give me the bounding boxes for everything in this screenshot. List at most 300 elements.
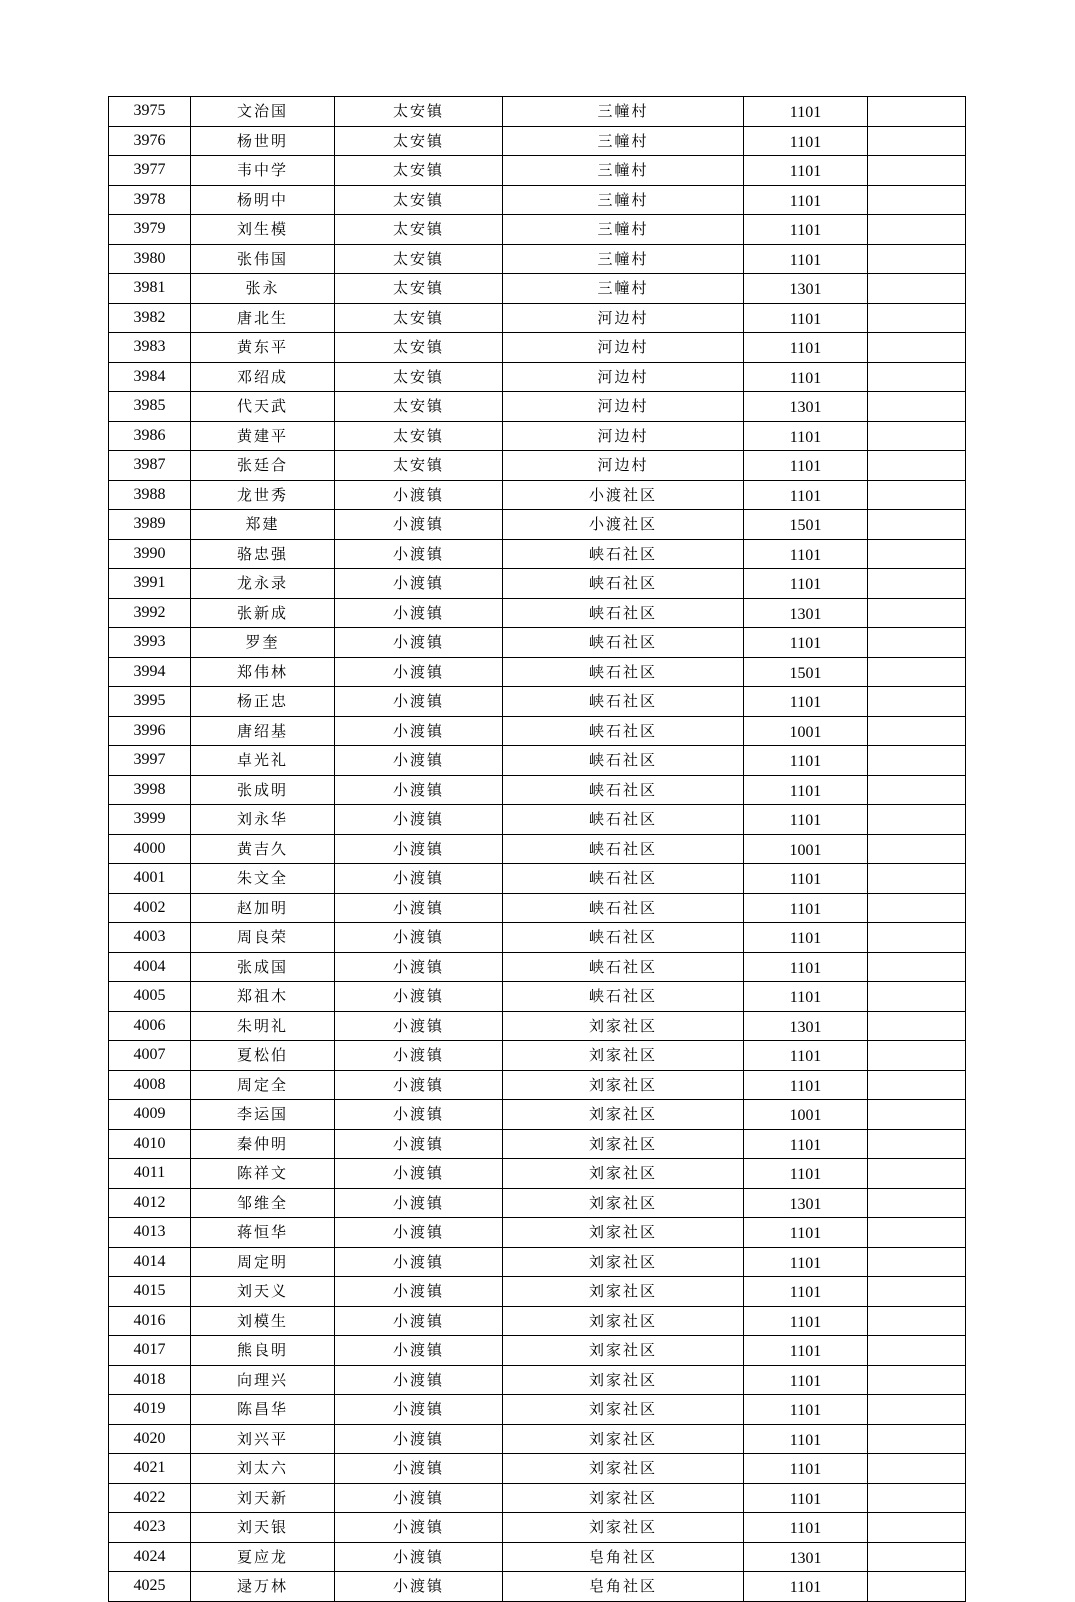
name-cell: 郑建 (191, 510, 335, 540)
village-cell: 峡石社区 (503, 539, 744, 569)
table-row (109, 1306, 966, 1336)
remark-cell (868, 893, 966, 923)
serial-number-cell: 4007 (109, 1041, 191, 1071)
town-cell: 小渡镇 (335, 628, 503, 658)
code-cell: 1101 (744, 1454, 868, 1484)
serial-number-cell: 4025 (109, 1572, 191, 1602)
table-row (109, 628, 966, 658)
village-cell: 刘家社区 (503, 1159, 744, 1189)
town-cell: 小渡镇 (335, 805, 503, 835)
remark-cell (868, 451, 966, 481)
table-row (109, 746, 966, 776)
town-cell: 小渡镇 (335, 1572, 503, 1602)
town-cell: 小渡镇 (335, 1306, 503, 1336)
remark-cell (868, 1070, 966, 1100)
name-cell: 张新成 (191, 598, 335, 628)
town-cell: 小渡镇 (335, 1424, 503, 1454)
serial-number-cell: 3987 (109, 451, 191, 481)
village-cell: 皂角社区 (503, 1542, 744, 1572)
table-row (109, 687, 966, 717)
serial-number-cell: 4024 (109, 1542, 191, 1572)
town-cell: 小渡镇 (335, 1070, 503, 1100)
name-cell: 黄建平 (191, 421, 335, 451)
village-cell: 峡石社区 (503, 746, 744, 776)
village-cell: 峡石社区 (503, 864, 744, 894)
name-cell: 朱明礼 (191, 1011, 335, 1041)
name-cell: 张廷合 (191, 451, 335, 481)
serial-number-cell: 4005 (109, 982, 191, 1012)
code-cell: 1101 (744, 893, 868, 923)
serial-number-cell: 3989 (109, 510, 191, 540)
code-cell: 1101 (744, 421, 868, 451)
village-cell: 刘家社区 (503, 1483, 744, 1513)
name-cell: 张成国 (191, 952, 335, 982)
village-cell: 三幢村 (503, 97, 744, 127)
serial-number-cell: 3992 (109, 598, 191, 628)
remark-cell (868, 303, 966, 333)
village-cell: 峡石社区 (503, 569, 744, 599)
roster-table-body (109, 97, 966, 1602)
code-cell: 1101 (744, 1336, 868, 1366)
code-cell: 1101 (744, 1572, 868, 1602)
table-row (109, 1070, 966, 1100)
remark-cell (868, 1218, 966, 1248)
town-cell: 小渡镇 (335, 657, 503, 687)
name-cell: 刘天义 (191, 1277, 335, 1307)
village-cell: 刘家社区 (503, 1218, 744, 1248)
table-row (109, 215, 966, 245)
name-cell: 郑祖木 (191, 982, 335, 1012)
town-cell: 小渡镇 (335, 923, 503, 953)
code-cell: 1101 (744, 982, 868, 1012)
serial-number-cell: 3993 (109, 628, 191, 658)
town-cell: 小渡镇 (335, 716, 503, 746)
name-cell: 骆忠强 (191, 539, 335, 569)
remark-cell (868, 1365, 966, 1395)
name-cell: 蒋恒华 (191, 1218, 335, 1248)
serial-number-cell: 3998 (109, 775, 191, 805)
serial-number-cell: 4023 (109, 1513, 191, 1543)
name-cell: 张成明 (191, 775, 335, 805)
village-cell: 刘家社区 (503, 1277, 744, 1307)
remark-cell (868, 864, 966, 894)
remark-cell (868, 215, 966, 245)
town-cell: 小渡镇 (335, 746, 503, 776)
name-cell: 杨明中 (191, 185, 335, 215)
remark-cell (868, 539, 966, 569)
remark-cell (868, 982, 966, 1012)
town-cell: 小渡镇 (335, 982, 503, 1012)
serial-number-cell: 4019 (109, 1395, 191, 1425)
town-cell: 小渡镇 (335, 598, 503, 628)
table-row (109, 1218, 966, 1248)
town-cell: 小渡镇 (335, 1483, 503, 1513)
table-row (109, 1513, 966, 1543)
village-cell: 峡石社区 (503, 657, 744, 687)
table-row (109, 1188, 966, 1218)
code-cell: 1101 (744, 687, 868, 717)
village-cell: 峡石社区 (503, 952, 744, 982)
remark-cell (868, 628, 966, 658)
code-cell: 1101 (744, 775, 868, 805)
roster-table (108, 96, 966, 1602)
village-cell: 峡石社区 (503, 775, 744, 805)
town-cell: 小渡镇 (335, 1542, 503, 1572)
town-cell: 太安镇 (335, 274, 503, 304)
remark-cell (868, 1572, 966, 1602)
town-cell: 小渡镇 (335, 834, 503, 864)
table-row (109, 834, 966, 864)
remark-cell (868, 834, 966, 864)
serial-number-cell: 3991 (109, 569, 191, 599)
town-cell: 小渡镇 (335, 1336, 503, 1366)
remark-cell (868, 598, 966, 628)
village-cell: 三幢村 (503, 185, 744, 215)
village-cell: 刘家社区 (503, 1365, 744, 1395)
village-cell: 皂角社区 (503, 1572, 744, 1602)
name-cell: 刘兴平 (191, 1424, 335, 1454)
code-cell: 1301 (744, 1188, 868, 1218)
code-cell: 1101 (744, 746, 868, 776)
serial-number-cell: 3978 (109, 185, 191, 215)
table-row (109, 539, 966, 569)
remark-cell (868, 156, 966, 186)
town-cell: 太安镇 (335, 215, 503, 245)
table-row (109, 392, 966, 422)
name-cell: 周定明 (191, 1247, 335, 1277)
remark-cell (868, 746, 966, 776)
name-cell: 刘生模 (191, 215, 335, 245)
serial-number-cell: 3975 (109, 97, 191, 127)
town-cell: 太安镇 (335, 126, 503, 156)
name-cell: 周良荣 (191, 923, 335, 953)
village-cell: 河边村 (503, 392, 744, 422)
serial-number-cell: 4006 (109, 1011, 191, 1041)
village-cell: 小渡社区 (503, 510, 744, 540)
code-cell: 1101 (744, 569, 868, 599)
serial-number-cell: 3995 (109, 687, 191, 717)
remark-cell (868, 1129, 966, 1159)
name-cell: 刘天银 (191, 1513, 335, 1543)
serial-number-cell: 3996 (109, 716, 191, 746)
town-cell: 小渡镇 (335, 1395, 503, 1425)
code-cell: 1101 (744, 333, 868, 363)
town-cell: 太安镇 (335, 303, 503, 333)
code-cell: 1101 (744, 864, 868, 894)
village-cell: 河边村 (503, 303, 744, 333)
code-cell: 1101 (744, 1070, 868, 1100)
town-cell: 太安镇 (335, 392, 503, 422)
name-cell: 唐绍基 (191, 716, 335, 746)
remark-cell (868, 97, 966, 127)
remark-cell (868, 333, 966, 363)
village-cell: 峡石社区 (503, 834, 744, 864)
name-cell: 郑伟林 (191, 657, 335, 687)
town-cell: 小渡镇 (335, 1218, 503, 1248)
table-row (109, 598, 966, 628)
serial-number-cell: 3994 (109, 657, 191, 687)
village-cell: 峡石社区 (503, 598, 744, 628)
town-cell: 小渡镇 (335, 1247, 503, 1277)
town-cell: 小渡镇 (335, 1365, 503, 1395)
code-cell: 1301 (744, 392, 868, 422)
town-cell: 小渡镇 (335, 1513, 503, 1543)
village-cell: 三幢村 (503, 274, 744, 304)
town-cell: 小渡镇 (335, 1100, 503, 1130)
village-cell: 河边村 (503, 421, 744, 451)
code-cell: 1101 (744, 215, 868, 245)
village-cell: 刘家社区 (503, 1247, 744, 1277)
name-cell: 夏松伯 (191, 1041, 335, 1071)
serial-number-cell: 4022 (109, 1483, 191, 1513)
village-cell: 三幢村 (503, 215, 744, 245)
table-row (109, 716, 966, 746)
village-cell: 三幢村 (503, 244, 744, 274)
village-cell: 刘家社区 (503, 1011, 744, 1041)
table-row (109, 1011, 966, 1041)
remark-cell (868, 1454, 966, 1484)
table-row (109, 657, 966, 687)
remark-cell (868, 1247, 966, 1277)
town-cell: 太安镇 (335, 362, 503, 392)
village-cell: 河边村 (503, 362, 744, 392)
code-cell: 1101 (744, 1247, 868, 1277)
remark-cell (868, 1041, 966, 1071)
remark-cell (868, 1395, 966, 1425)
town-cell: 太安镇 (335, 244, 503, 274)
serial-number-cell: 4003 (109, 923, 191, 953)
serial-number-cell: 3976 (109, 126, 191, 156)
name-cell: 杨世明 (191, 126, 335, 156)
code-cell: 1301 (744, 1011, 868, 1041)
table-row (109, 362, 966, 392)
town-cell: 太安镇 (335, 185, 503, 215)
town-cell: 小渡镇 (335, 1041, 503, 1071)
serial-number-cell: 3977 (109, 156, 191, 186)
serial-number-cell: 4008 (109, 1070, 191, 1100)
table-row (109, 805, 966, 835)
remark-cell (868, 805, 966, 835)
name-cell: 黄东平 (191, 333, 335, 363)
code-cell: 1101 (744, 805, 868, 835)
town-cell: 小渡镇 (335, 687, 503, 717)
name-cell: 张伟国 (191, 244, 335, 274)
remark-cell (868, 1424, 966, 1454)
table-row (109, 480, 966, 510)
code-cell: 1101 (744, 1483, 868, 1513)
name-cell: 邓绍成 (191, 362, 335, 392)
serial-number-cell: 3985 (109, 392, 191, 422)
name-cell: 向理兴 (191, 1365, 335, 1395)
serial-number-cell: 4020 (109, 1424, 191, 1454)
code-cell: 1101 (744, 244, 868, 274)
name-cell: 熊良明 (191, 1336, 335, 1366)
code-cell: 1101 (744, 303, 868, 333)
village-cell: 峡石社区 (503, 687, 744, 717)
town-cell: 小渡镇 (335, 775, 503, 805)
town-cell: 小渡镇 (335, 864, 503, 894)
name-cell: 黄吉久 (191, 834, 335, 864)
remark-cell (868, 1542, 966, 1572)
table-row (109, 1336, 966, 1366)
remark-cell (868, 1336, 966, 1366)
remark-cell (868, 952, 966, 982)
remark-cell (868, 1188, 966, 1218)
code-cell: 1101 (744, 451, 868, 481)
table-row (109, 775, 966, 805)
table-row (109, 1277, 966, 1307)
remark-cell (868, 126, 966, 156)
code-cell: 1101 (744, 362, 868, 392)
code-cell: 1501 (744, 510, 868, 540)
name-cell: 赵加明 (191, 893, 335, 923)
serial-number-cell: 3986 (109, 421, 191, 451)
name-cell: 卓光礼 (191, 746, 335, 776)
name-cell: 逯万林 (191, 1572, 335, 1602)
remark-cell (868, 923, 966, 953)
code-cell: 1101 (744, 1513, 868, 1543)
code-cell: 1301 (744, 598, 868, 628)
code-cell: 1101 (744, 952, 868, 982)
name-cell: 罗奎 (191, 628, 335, 658)
town-cell: 小渡镇 (335, 1188, 503, 1218)
remark-cell (868, 362, 966, 392)
remark-cell (868, 185, 966, 215)
table-row (109, 1159, 966, 1189)
code-cell: 1101 (744, 1424, 868, 1454)
code-cell: 1101 (744, 1159, 868, 1189)
remark-cell (868, 1513, 966, 1543)
remark-cell (868, 569, 966, 599)
town-cell: 小渡镇 (335, 1129, 503, 1159)
serial-number-cell: 3982 (109, 303, 191, 333)
code-cell: 1001 (744, 716, 868, 746)
serial-number-cell: 3988 (109, 480, 191, 510)
village-cell: 峡石社区 (503, 805, 744, 835)
name-cell: 朱文全 (191, 864, 335, 894)
table-row (109, 303, 966, 333)
village-cell: 刘家社区 (503, 1513, 744, 1543)
table-row (109, 274, 966, 304)
remark-cell (868, 687, 966, 717)
town-cell: 小渡镇 (335, 1454, 503, 1484)
name-cell: 代天武 (191, 392, 335, 422)
serial-number-cell: 4012 (109, 1188, 191, 1218)
serial-number-cell: 3984 (109, 362, 191, 392)
town-cell: 小渡镇 (335, 510, 503, 540)
code-cell: 1101 (744, 1218, 868, 1248)
remark-cell (868, 1277, 966, 1307)
table-row (109, 421, 966, 451)
code-cell: 1101 (744, 1306, 868, 1336)
table-row (109, 1395, 966, 1425)
table-row (109, 982, 966, 1012)
serial-number-cell: 4010 (109, 1129, 191, 1159)
village-cell: 刘家社区 (503, 1188, 744, 1218)
code-cell: 1101 (744, 628, 868, 658)
code-cell: 1101 (744, 185, 868, 215)
name-cell: 周定全 (191, 1070, 335, 1100)
town-cell: 小渡镇 (335, 952, 503, 982)
village-cell: 三幢村 (503, 156, 744, 186)
code-cell: 1001 (744, 834, 868, 864)
remark-cell (868, 510, 966, 540)
table-row (109, 1100, 966, 1130)
serial-number-cell: 4009 (109, 1100, 191, 1130)
serial-number-cell: 3999 (109, 805, 191, 835)
table-row (109, 923, 966, 953)
name-cell: 刘天新 (191, 1483, 335, 1513)
name-cell: 陈祥文 (191, 1159, 335, 1189)
table-row (109, 1424, 966, 1454)
serial-number-cell: 3980 (109, 244, 191, 274)
remark-cell (868, 775, 966, 805)
code-cell: 1301 (744, 1542, 868, 1572)
town-cell: 小渡镇 (335, 480, 503, 510)
village-cell: 刘家社区 (503, 1395, 744, 1425)
table-row (109, 569, 966, 599)
table-row (109, 1483, 966, 1513)
village-cell: 小渡社区 (503, 480, 744, 510)
serial-number-cell: 4016 (109, 1306, 191, 1336)
remark-cell (868, 244, 966, 274)
village-cell: 刘家社区 (503, 1306, 744, 1336)
remark-cell (868, 1159, 966, 1189)
code-cell: 1101 (744, 539, 868, 569)
town-cell: 太安镇 (335, 451, 503, 481)
name-cell: 刘模生 (191, 1306, 335, 1336)
town-cell: 太安镇 (335, 97, 503, 127)
code-cell: 1301 (744, 274, 868, 304)
name-cell: 刘太六 (191, 1454, 335, 1484)
village-cell: 刘家社区 (503, 1100, 744, 1130)
table-row (109, 333, 966, 363)
code-cell: 1101 (744, 156, 868, 186)
serial-number-cell: 4004 (109, 952, 191, 982)
table-row (109, 97, 966, 127)
serial-number-cell: 3981 (109, 274, 191, 304)
remark-cell (868, 392, 966, 422)
code-cell: 1101 (744, 1365, 868, 1395)
village-cell: 河边村 (503, 451, 744, 481)
village-cell: 河边村 (503, 333, 744, 363)
code-cell: 1101 (744, 1129, 868, 1159)
code-cell: 1101 (744, 923, 868, 953)
remark-cell (868, 1483, 966, 1513)
serial-number-cell: 3979 (109, 215, 191, 245)
serial-number-cell: 4021 (109, 1454, 191, 1484)
town-cell: 太安镇 (335, 421, 503, 451)
name-cell: 陈昌华 (191, 1395, 335, 1425)
name-cell: 张永 (191, 274, 335, 304)
village-cell: 峡石社区 (503, 716, 744, 746)
remark-cell (868, 1011, 966, 1041)
remark-cell (868, 1306, 966, 1336)
village-cell: 峡石社区 (503, 923, 744, 953)
village-cell: 刘家社区 (503, 1041, 744, 1071)
name-cell: 邹维全 (191, 1188, 335, 1218)
serial-number-cell: 4001 (109, 864, 191, 894)
table-row (109, 1247, 966, 1277)
name-cell: 唐北生 (191, 303, 335, 333)
remark-cell (868, 274, 966, 304)
name-cell: 韦中学 (191, 156, 335, 186)
table-row (109, 1365, 966, 1395)
serial-number-cell: 4002 (109, 893, 191, 923)
name-cell: 刘永华 (191, 805, 335, 835)
serial-number-cell: 3997 (109, 746, 191, 776)
remark-cell (868, 421, 966, 451)
